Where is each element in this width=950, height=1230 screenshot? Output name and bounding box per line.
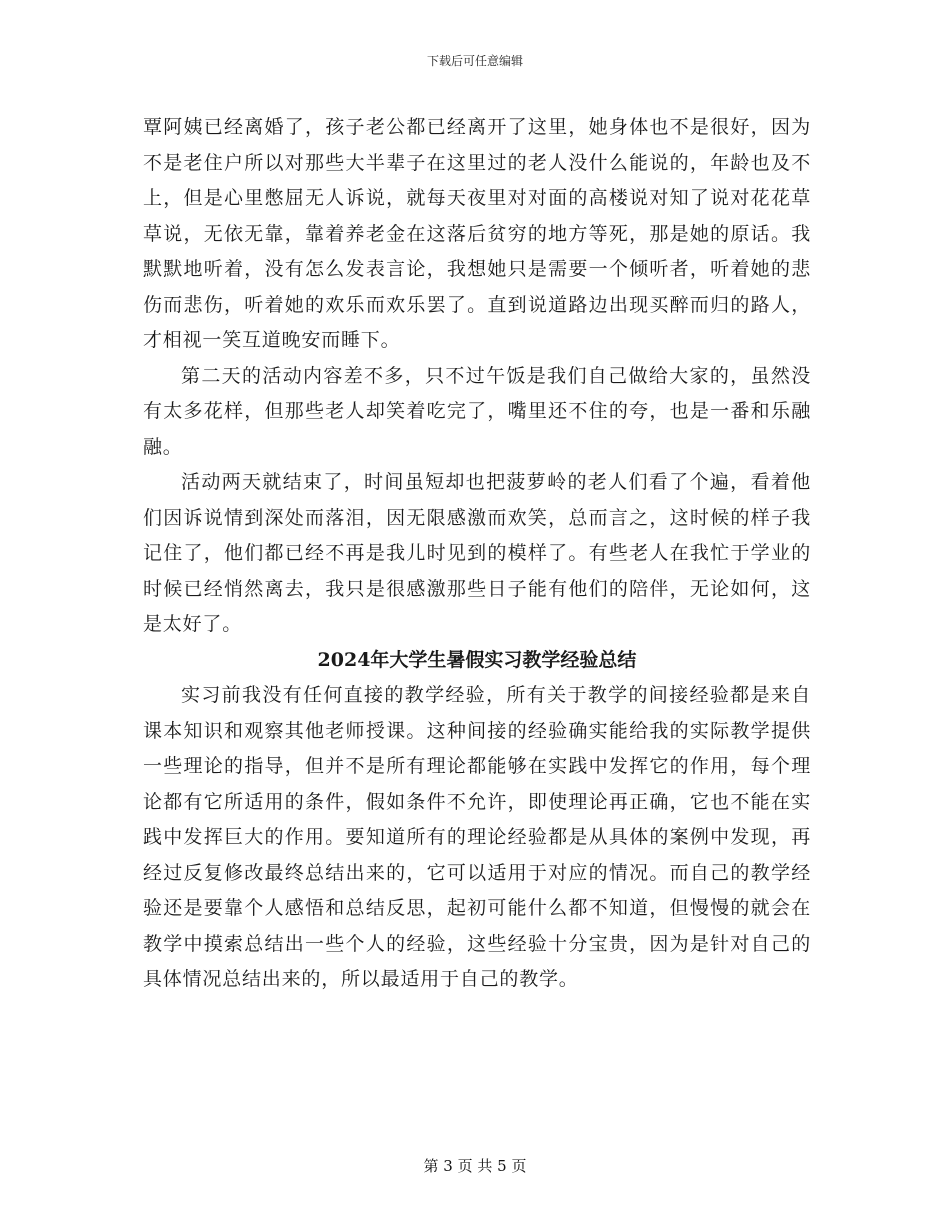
section-paragraph-1: 实习前我没有任何直接的教学经验，所有关于教学的间接经验都是来自课本知识和观察其他老师授课。这种间接的经验确实能给我的实际教学提供一些理论的指导，但并不是所有理论都能够在实践中发挥它的作用，每个理论都有它所适用的条件，假如条件不允许，即使理论再正确，它也不能在实践中发挥巨大的作用。要知道所有的理论经验都是从具体的案例中发现，再经过反复修改最终总结出来的，它可以适用于对应的情况。而自己的教学经验还是要靠个人感悟和总结反思，起初可能什么都不知道，但慢慢的就会在教学中摸索总结出一些个人的经验，这些经验十分宝贵，因为是针对自己的具体情况总结出来的，所以最适用于自己的教学。 <box>143 684 811 990</box>
paragraph-2: 第二天的活动内容差不多，只不过午饭是我们自己做给大家的，虽然没有太多花样，但那些老人却笑着吃完了，嘴里还不住的夸，也是一番和乐融融。 <box>143 364 811 458</box>
page-footer: 第 3 页 共 5 页 <box>423 1157 527 1175</box>
paragraph-3: 活动两天就结束了，时间虽短却也把菠萝岭的老人们看了个遍，看着他们因诉说情到深处而落泪，因无限感激而欢笑，总而言之，这时候的样子我记住了，他们都已经不再是我儿时见到的模样了。有些老人在我忙于学业的时候已经悄然离去，我只是很感激那些日子能有他们的陪伴，无论如何，这是太好了。 <box>143 471 811 635</box>
document-body <box>143 110 811 998</box>
paragraph-1: 覃阿姨已经离婚了，孩子老公都已经离开了这里，她身体也不是很好，因为不是老住户所以对那些大半辈子在这里过的老人没什么能说的，年龄也及不上，但是心里憋屈无人诉说，就每天夜里对对面的高楼说对知了说对花花草草说，无依无靠，靠着养老金在这落后贫穷的地方等死，那是她的原话。我默默地听着，没有怎么发表言论，我想她只是需要一个倾听者，听着她的悲伤而悲伤，听着她的欢乐而欢乐罢了。直到说道路边出现买醉而归的路人，才相视一笑互道晚安而睡下。 <box>143 116 811 351</box>
section-title: 2024年大学生暑假实习教学经验总结 <box>317 648 637 671</box>
page-header: 下载后可任意编辑 <box>426 54 523 68</box>
